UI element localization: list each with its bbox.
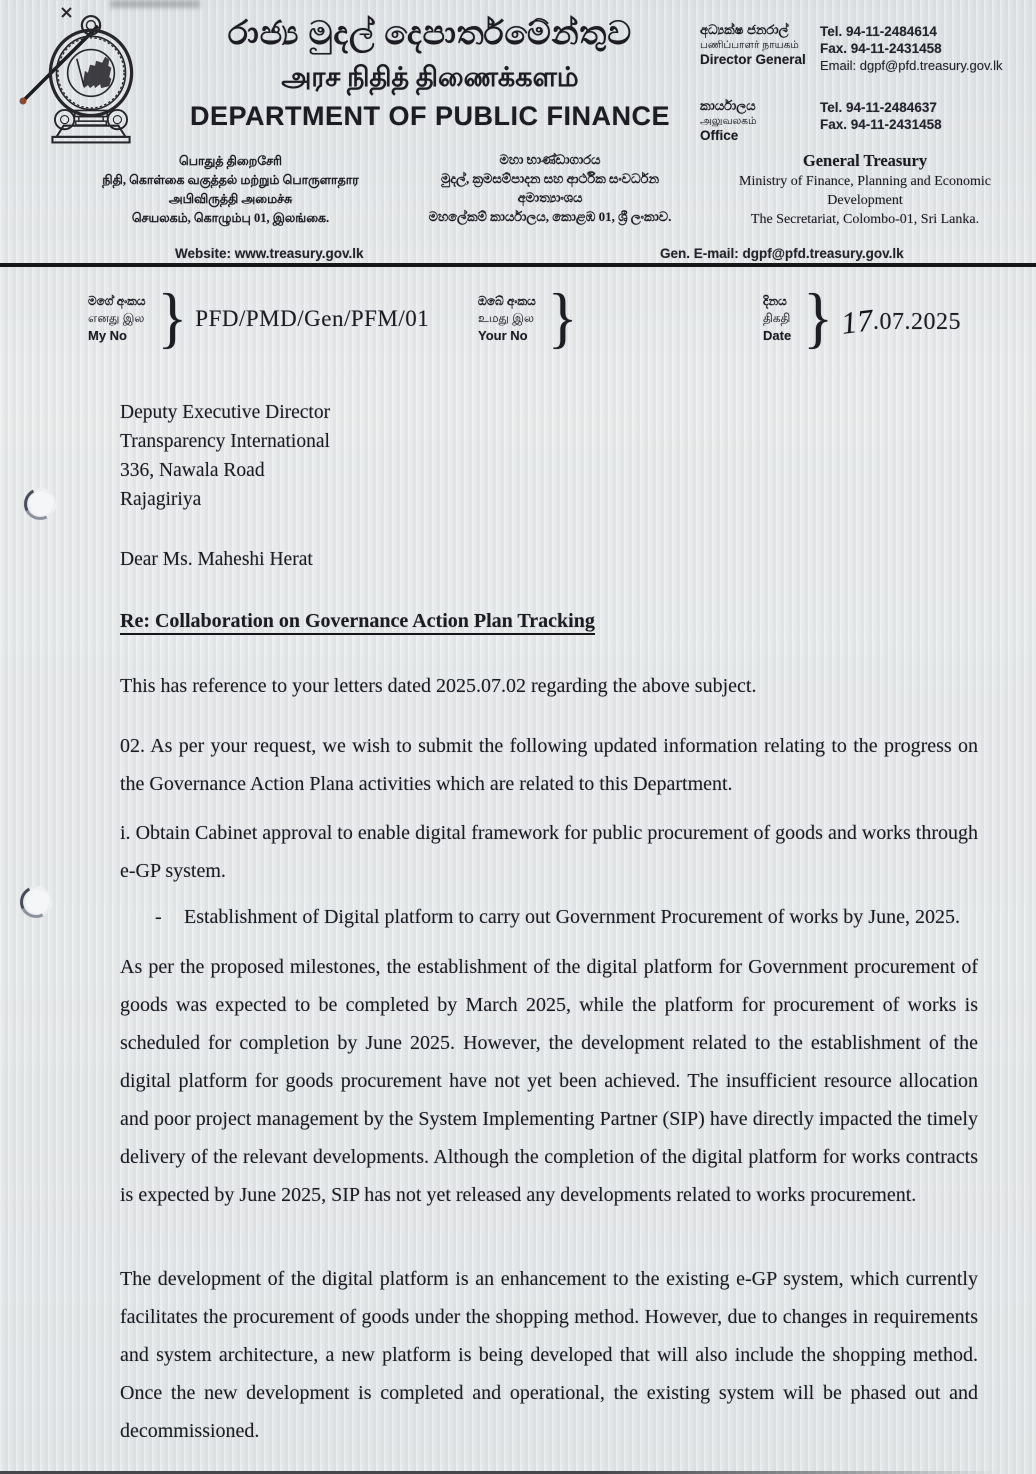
- my-no-label-sinhala: මගේ අංකය: [88, 294, 146, 308]
- subject-text: Re: Collaboration on Governance Action Plan Tracking: [120, 610, 595, 635]
- punch-hole: [16, 882, 56, 922]
- address-tamil-line: செயலகம், கொழும்பு 01, இலங்கை.: [131, 211, 330, 225]
- department-title-tamil: அரச நிதித் திணைக்களம்: [281, 62, 579, 92]
- bullet-item: [120, 899, 978, 935]
- address-tamil-line: அபிவிருத்தி அமைச்சு: [168, 192, 293, 206]
- letter-body: [120, 398, 978, 1450]
- general-email-text: Gen. E-mail: dgpf@pfd.treasury.gov.lk: [660, 246, 904, 261]
- brace-glyph: }: [547, 280, 578, 356]
- dg-fax: Fax. 94-11-2431458: [820, 41, 942, 56]
- date-label-english: Date: [763, 328, 792, 343]
- header-divider-rule: [0, 263, 1036, 267]
- address-sinhala-line: අමාත්‍යාංශය: [517, 190, 583, 205]
- my-no-value: PFD/PMD/Gen/PFM/01: [195, 305, 430, 331]
- paragraph-item-i: i. Obtain Cabinet approval to enable digital framework for public procurement of goods and works through e-GP system.: [120, 822, 978, 882]
- letterhead-title-block: [185, 12, 675, 134]
- office-label-tamil: அலுவலகம்: [700, 115, 757, 127]
- date-group: [763, 280, 961, 356]
- contact-block: [700, 22, 1025, 168]
- office-label-english: Office: [700, 128, 739, 143]
- address-english: [700, 150, 1030, 229]
- address-tamil-line: பொதுத் திறைசேரி: [178, 154, 283, 168]
- office-fax: Fax. 94-11-2431458: [820, 117, 942, 132]
- your-no-group: [478, 280, 586, 356]
- dg-label-english: Director General: [700, 52, 806, 67]
- paragraph-reference: This has reference to your letters dated 2025.07.02 regarding the above subject.: [120, 675, 757, 697]
- sri-lanka-emblem-icon: [38, 12, 144, 146]
- office-label-sinhala: කාර්යාලය: [700, 98, 756, 113]
- recipient-line: 336, Nawala Road: [120, 460, 265, 481]
- date-value: [839, 301, 961, 341]
- date-handwritten-day: 17: [839, 301, 876, 341]
- date-printed-part: .07.2025: [872, 308, 961, 335]
- your-no-label-tamil: உமது இல: [478, 311, 534, 325]
- bullet-text: Establishment of Digital platform to carry out Government Procurement of works by June, 2025.: [184, 906, 960, 928]
- address-tamil-line: நிதி, கொள்கை வகுத்தல் மற்றும் பொருளாதார: [102, 173, 359, 187]
- recipient-line: Rajagiriya: [120, 489, 202, 510]
- address-tamil: [58, 152, 403, 228]
- brace-glyph: }: [803, 280, 833, 356]
- your-no-label-english: Your No: [478, 328, 528, 343]
- address-sinhala-line: මහලේකම් කාර්යාලය, කොළඹ 01, ශ්‍රී ලංකාව.: [428, 209, 672, 224]
- your-no-label-sinhala: ඔබේ අංකය: [478, 294, 536, 308]
- subject-line: [120, 607, 978, 636]
- date-label-tamil: திகதி: [763, 311, 791, 325]
- paragraph-egp-enhancement: The development of the digital platform is an enhancement to the existing e-GP system, which currently facilitates the procurement of goods under the shopping method. However, due to changes in requirements and system architecture, a new platform is being developed that will also include the shopping method. Once the new development is completed and operational, the existing system will be phased out and decommissioned.: [120, 1268, 978, 1442]
- address-sinhala-line: මුදල්, ක්‍රමසම්පාදන සහ ආර්ථික සංවර්ධන: [440, 171, 660, 186]
- my-no-group: [88, 280, 430, 356]
- dg-label-tamil: பணிப்பாளர் நாயகம்: [700, 39, 799, 51]
- address-english-line: General Treasury: [802, 151, 928, 170]
- date-label-sinhala: දිනය: [763, 294, 787, 308]
- office-tel: Tel. 94-11-2484637: [820, 100, 937, 115]
- department-title-english: DEPARTMENT OF PUBLIC FINANCE: [190, 101, 670, 131]
- salutation: Dear Ms. Maheshi Herat: [120, 549, 313, 570]
- brace-glyph: }: [157, 280, 188, 356]
- my-no-label-tamil: எனது இல: [88, 311, 145, 325]
- address-english-line: The Secretariat, Colombo-01, Sri Lanka.: [750, 212, 980, 227]
- dg-tel: Tel. 94-11-2484614: [820, 24, 937, 39]
- dg-email: Email: dgpf@pfd.treasury.gov.lk: [820, 58, 1003, 73]
- address-english-line: Ministry of Finance, Planning and Economic Development: [739, 174, 991, 208]
- my-no-label-english: My No: [88, 328, 127, 343]
- recipient-line: Deputy Executive Director: [120, 402, 331, 423]
- paragraph-02: 02. As per your request, we wish to submit the following updated information relating to the progress on the Governance Action Plana activities which are related to this Department.: [120, 735, 978, 795]
- dg-label-sinhala: අධ්‍යක්ෂ ජනරාල්: [700, 22, 789, 37]
- office-contact: [700, 98, 1025, 144]
- address-sinhala-line: මහා භාණ්ඩාගාරය: [499, 152, 601, 167]
- website-text: Website: www.treasury.gov.lk: [175, 246, 364, 261]
- department-title-sinhala: රාජ්‍ය මුදල් දෙපාර්තමේන්තුව: [227, 16, 633, 52]
- punch-hole: [20, 484, 60, 524]
- paragraph-milestones: As per the proposed milestones, the establishment of the digital platform for Government procurement of goods was expected to be completed by March 2025, while the platform for procurement of works is scheduled for completion by June 2025. However, the development related to the establishment of the digital platform for goods procurement have not yet been achieved. The insufficient resource allocation and poor project management by the System Implementing Partner (SIP) have directly impacted the timely delivery of the relevant developments. Although the completion of the digital platform for works contracts is expected by June 2025, SIP has not yet released any developments related to works procurement.: [120, 956, 978, 1206]
- bullet-dash: -: [155, 906, 162, 928]
- director-general-contact: [700, 22, 1025, 74]
- scan-artifact: [110, 0, 200, 8]
- recipient-line: Transparency International: [120, 431, 330, 452]
- address-sinhala: [400, 150, 700, 226]
